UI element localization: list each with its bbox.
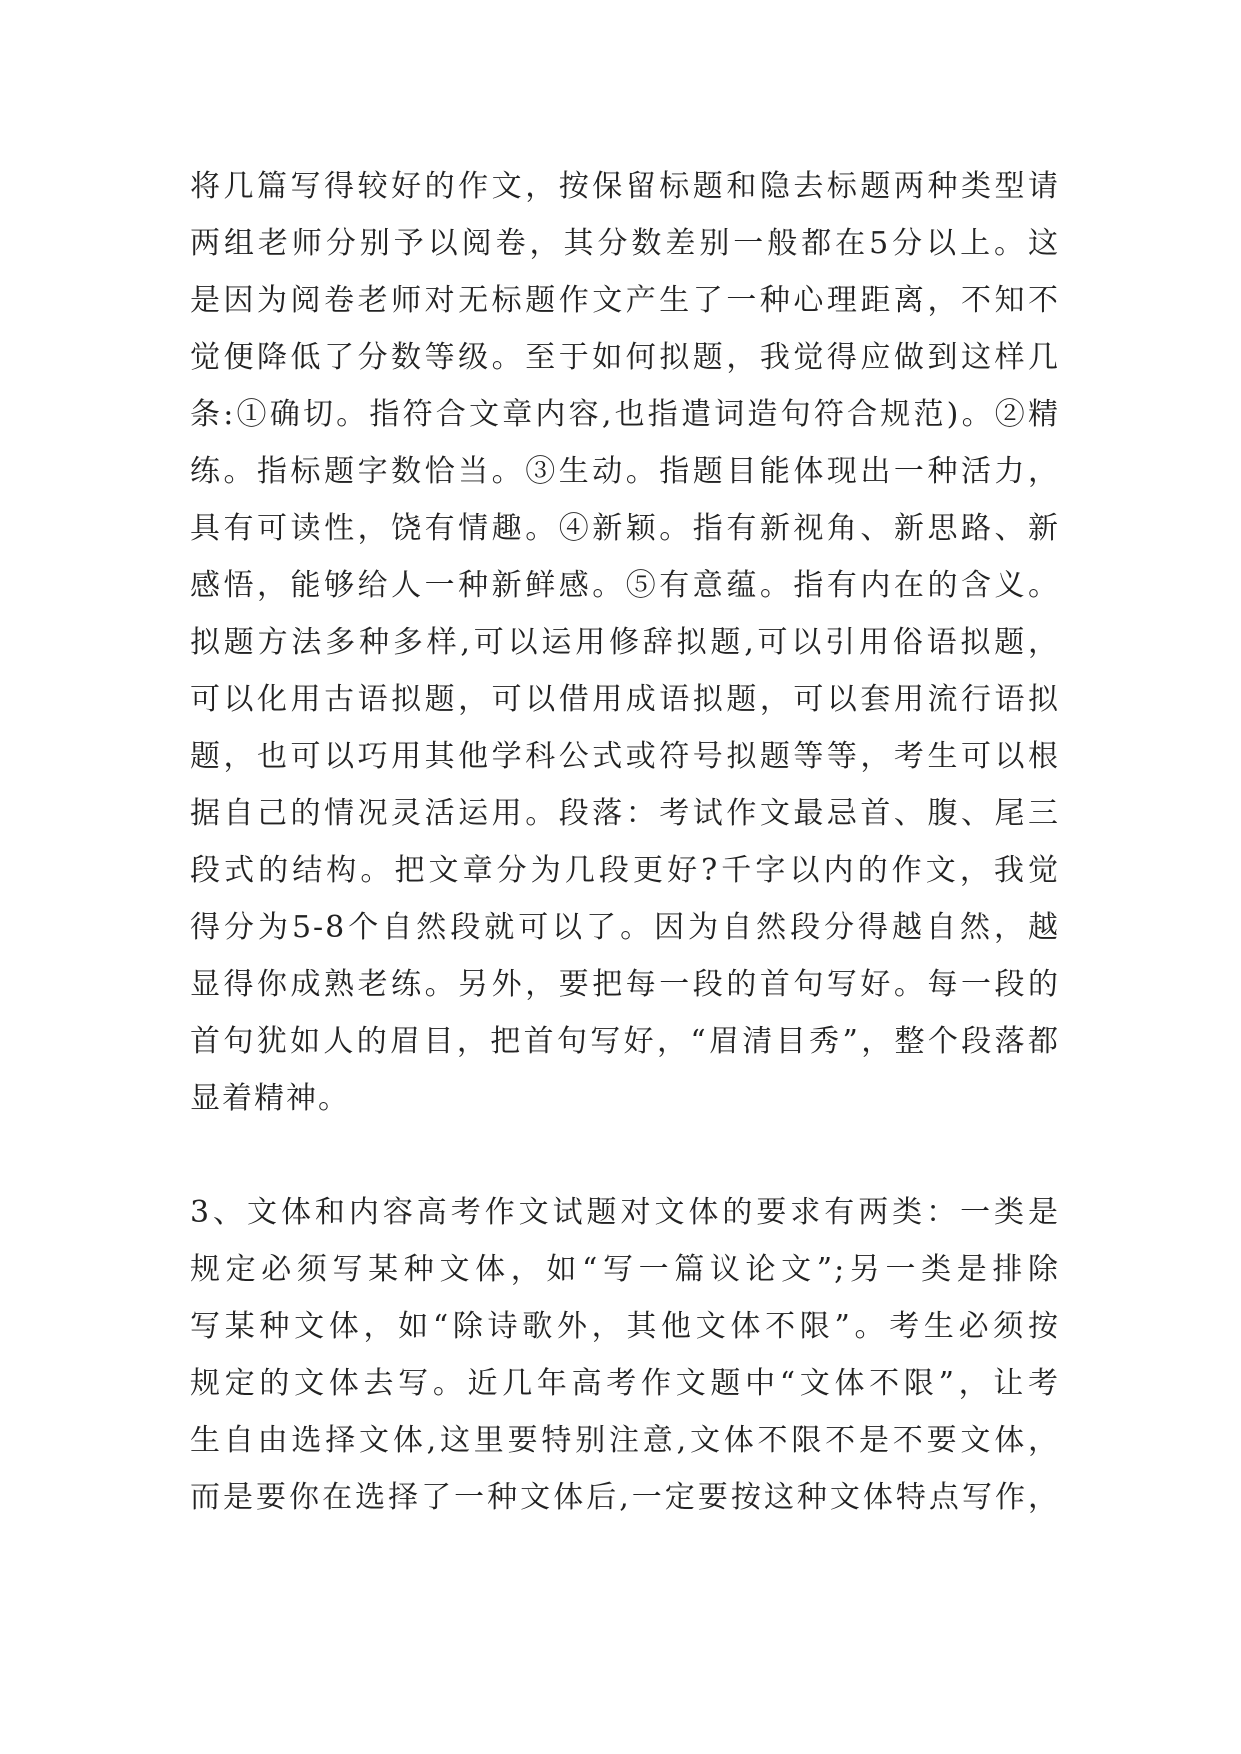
text-line: 显得你成熟老练。另外，要把每一段的首句写好。每一段的	[190, 967, 1060, 1002]
paragraph-titles-and-structure	[190, 158, 1060, 1127]
text-line: 练。指标题字数恰当。③生动。指题目能体现出一种活力，	[190, 454, 1060, 489]
text-line: 得分为5-8个自然段就可以了。因为自然段分得越自然，越	[190, 910, 1060, 945]
text-line: 写某种文体，如“除诗歌外，其他文体不限”。考生必须按	[190, 1309, 1060, 1344]
text-line: 显着精神。	[190, 1081, 350, 1116]
text-line: 可以化用古语拟题，可以借用成语拟题，可以套用流行语拟	[190, 682, 1060, 717]
paragraph-style-and-content	[190, 1184, 1060, 1526]
text-line: 据自己的情况灵活运用。段落：考试作文最忌首、腹、尾三	[190, 796, 1060, 831]
text-line: 拟题方法多种多样,可以运用修辞拟题,可以引用俗语拟题，	[190, 625, 1060, 660]
text-line: 3、文体和内容高考作文试题对文体的要求有两类：一类是	[190, 1195, 1060, 1230]
text-line: 题，也可以巧用其他学科公式或符号拟题等等，考生可以根	[190, 739, 1060, 774]
text-line: 首句犹如人的眉目，把首句写好，“眉清目秀”，整个段落都	[190, 1024, 1060, 1059]
text-line: 而是要你在选择了一种文体后,一定要按这种文体特点写作，	[190, 1480, 1060, 1515]
text-line: 感悟，能够给人一种新鲜感。⑤有意蕴。指有内在的含义。	[190, 568, 1060, 603]
text-line: 是因为阅卷老师对无标题作文产生了一种心理距离，不知不	[190, 283, 1060, 318]
text-line: 两组老师分别予以阅卷，其分数差别一般都在5分以上。这	[190, 226, 1060, 261]
text-line: 将几篇写得较好的作文，按保留标题和隐去标题两种类型请	[190, 169, 1060, 204]
text-line: 具有可读性，饶有情趣。④新颖。指有新视角、新思路、新	[190, 511, 1060, 546]
text-line: 条:①确切。指符合文章内容,也指遣词造句符合规范)。②精	[190, 397, 1060, 432]
text-line: 段式的结构。把文章分为几段更好?千字以内的作文，我觉	[190, 853, 1060, 888]
text-line: 规定必须写某种文体，如“写一篇议论文”;另一类是排除	[190, 1252, 1060, 1287]
text-line: 觉便降低了分数等级。至于如何拟题，我觉得应做到这样几	[190, 340, 1060, 375]
text-line: 生自由选择文体,这里要特别注意,文体不限不是不要文体，	[190, 1423, 1060, 1458]
text-line: 规定的文体去写。近几年高考作文题中“文体不限”，让考	[190, 1366, 1060, 1401]
